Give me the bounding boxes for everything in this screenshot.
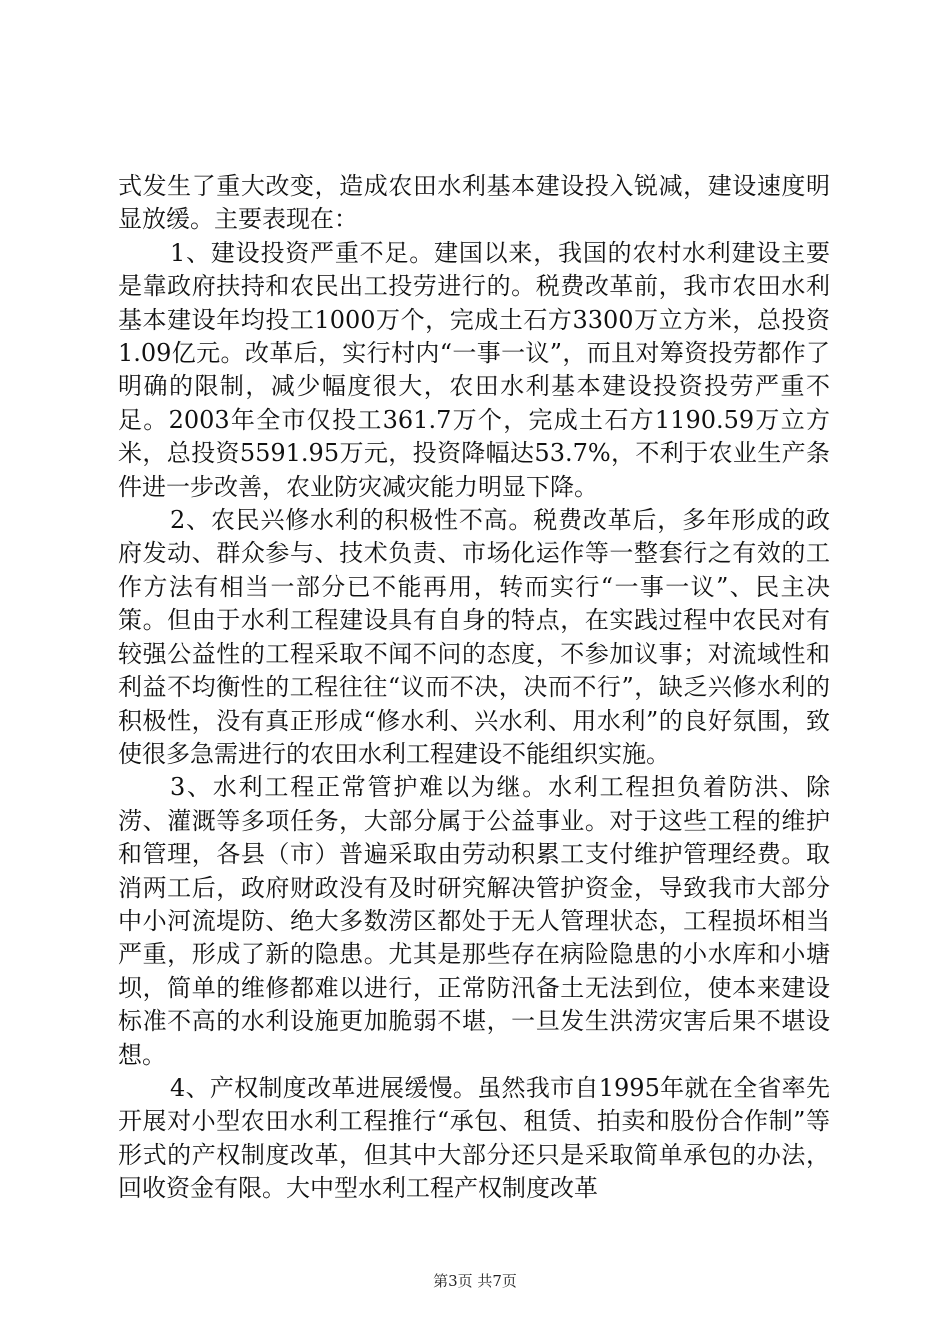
document-body — [118, 170, 830, 1206]
paragraph-intro: 式发生了重大改变，造成农田水利基本建设投入锐减，建设速度明显放缓。主要表现在： — [118, 172, 830, 234]
paragraph-item-1: 1、建设投资严重不足。建国以来，我国的农村水利建设主要是靠政府扶持和农民出工投劳进行的。税费改革前，我市农田水利基本建设年均投工1000万个，完成土石方3300万立方米，总投资1.09亿元。改革后，实行村内“一事一议”，而且对筹资投劳都作了明确的限制，减少幅度很大，农田水利基本建设投资投劳严重不足。2003年全市仅投工361.7万个，完成土石方1190.59万立方米，总投资5591.95万元，投资降幅达53.7%，不利于农业生产条件进一步改善，农业防灾减灾能力明显下降。 — [118, 238, 830, 501]
page-number: 第3页 共7页 — [433, 1272, 517, 1290]
paragraph-item-2: 2、农民兴修水利的积极性不高。税费改革后，多年形成的政府发动、群众参与、技术负责、市场化运作等一整套行之有效的工作方法有相当一部分已不能再用，转而实行“一事一议”、民主决策。但由于水利工程建设具有自身的特点，在实践过程中农民对有较强公益性的工程采取不闻不问的态度，不参加议事；对流域性和利益不均衡性的工程往往“议而不决，决而不行”，缺乏兴修水利的积极性，没有真正形成“修水利、兴水利、用水利”的良好氛围，致使很多急需进行的农田水利工程建设不能组织实施。 — [118, 506, 830, 768]
paragraph-item-4: 4、产权制度改革进展缓慢。虽然我市自1995年就在全省率先开展对小型农田水利工程推行“承包、租赁、拍卖和股份合作制”等形式的产权制度改革，但其中大部分还只是采取简单承包的办法，回收资金有限。大中型水利工程产权制度改革 — [118, 1073, 830, 1203]
page-footer — [0, 1271, 950, 1291]
paragraph-item-3: 3、水利工程正常管护难以为继。水利工程担负着防洪、除涝、灌溉等多项任务，大部分属于公益事业。对于这些工程的维护和管理，各县（市）普遍采取由劳动积累工支付维护管理经费。取消两工后，政府财政没有及时研究解决管护资金，导致我市大部分中小河流堤防、绝大多数涝区都处于无人管理状态，工程损坏相当严重，形成了新的隐患。尤其是那些存在病险隐患的小水库和小塘坝，简单的维修都难以进行，正常防汛备土无法到位，使本来建设标准不高的水利设施更加脆弱不堪，一旦发生洪涝灾害后果不堪设想。 — [118, 773, 830, 1069]
